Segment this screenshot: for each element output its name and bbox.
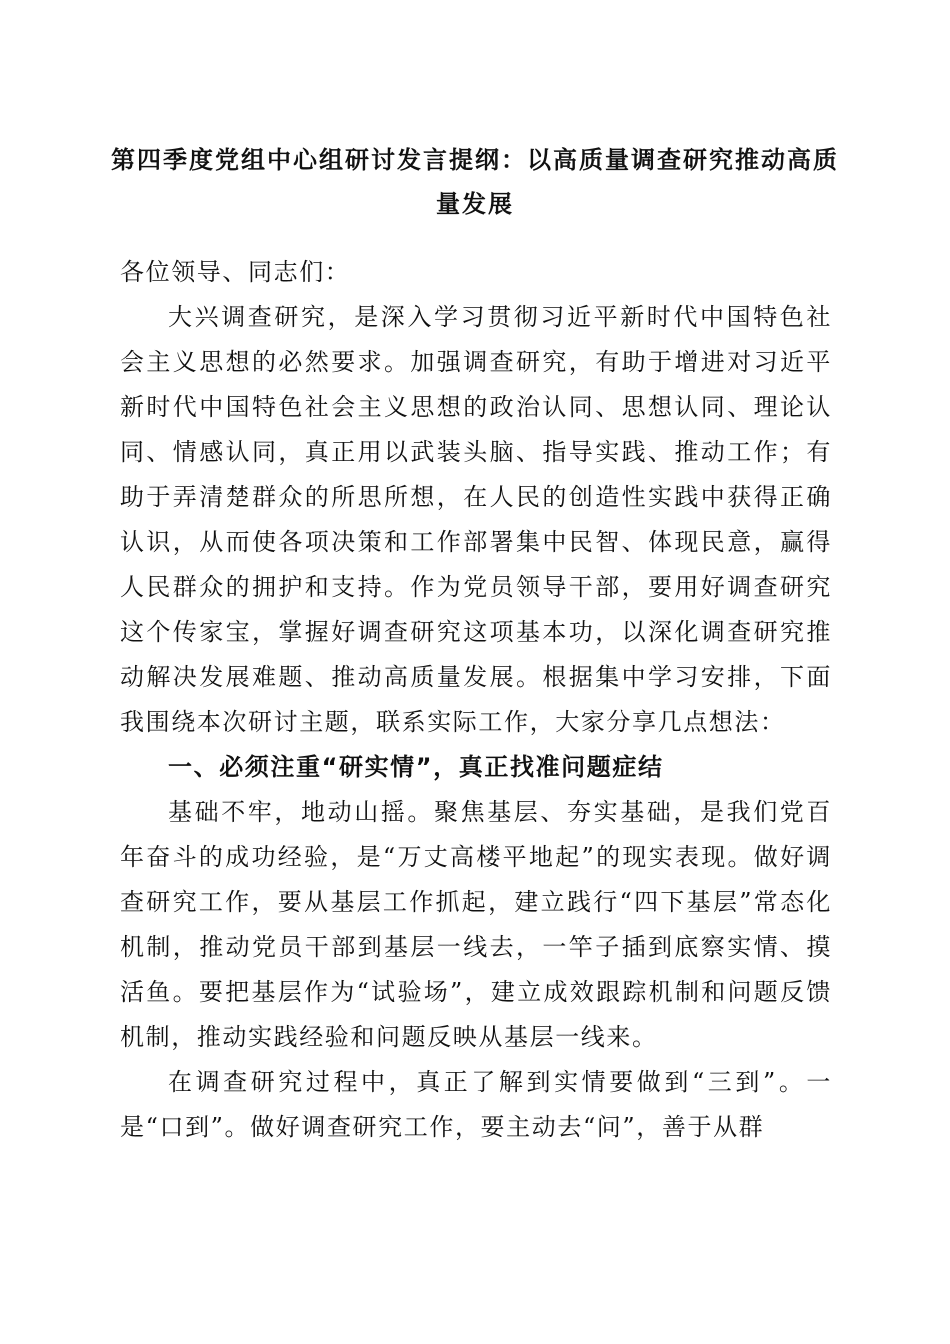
document-body	[120, 250, 832, 1150]
document-title: 第四季度党组中心组研讨发言提纲：以高质量调查研究推动高质量发展	[111, 145, 839, 218]
paragraph-intro: 大兴调查研究，是深入学习贯彻习近平新时代中国特色社会主义思想的必然要求。加强调查研究，有助于增进对习近平新时代中国特色社会主义思想的政治认同、思想认同、理论认同、情感认同，真正用以武装头脑、指导实践、推动工作；有助于弄清楚群众的所思所想，在人民的创造性实践中获得正确认识，从而使各项决策和工作部署集中民智、体现民意，赢得人民群众的拥护和支持。作为党员领导干部，要用好调查研究这个传家宝，掌握好调查研究这项基本功，以深化调查研究推动解决发展难题、推动高质量发展。根据集中学习安排，下面我围绕本次研讨主题，联系实际工作，大家分享几点想法：	[120, 303, 832, 736]
section-heading-1: 一、必须注重“研实情”，真正找准问题症结	[168, 753, 664, 781]
paragraph-three-arrivals: 在调查研究过程中，真正了解到实情要做到“三到”。一是“口到”。做好调查研究工作，要主动去“问”，善于从群	[120, 1068, 832, 1141]
paragraph-foundation: 基础不牢，地动山摇。聚焦基层、夯实基础，是我们党百年奋斗的成功经验，是“万丈高楼平地起”的现实表现。做好调查研究工作，要从基层工作抓起，建立践行“四下基层”常态化机制，推动党员干部到基层一线去，一竿子插到底察实情、摸活鱼。要把基层作为“试验场”，建立成效跟踪机制和问题反馈机制，推动实践经验和问题反映从基层一线来。	[120, 798, 832, 1051]
salutation: 各位领导、同志们：	[120, 258, 351, 286]
